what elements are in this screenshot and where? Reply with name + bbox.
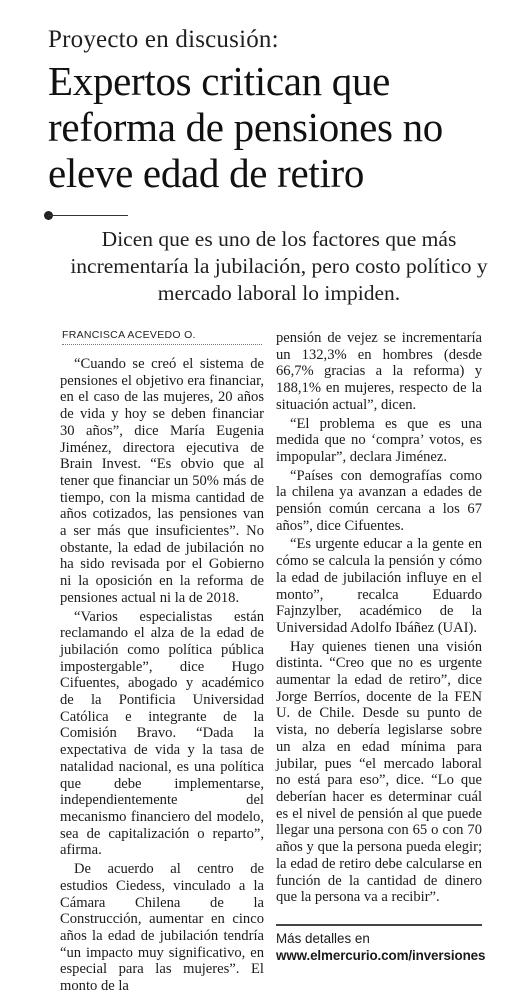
more-details-rule [276, 924, 482, 926]
headline-rule [48, 215, 128, 216]
article-kicker: Proyecto en discusión: [48, 26, 279, 53]
article-deck: Dicen que es uno de los factores que más incrementaría la jubilación, pero costo político y mercado laboral lo impiden. [70, 227, 488, 305]
more-details-label: Más detalles en [276, 931, 370, 946]
body-paragraph: “Es urgente educar a la gente en cómo se calcula la pensión y cómo la edad de jubilación influye en el monto”, recalca Eduardo Fajnzylber, académico de la Universidad Adolfo Ibáñez (UAI). [276, 536, 482, 636]
article-byline: FRANCISCA ACEVEDO O. [62, 329, 196, 341]
body-column-right [276, 330, 482, 908]
byline-rule [62, 344, 262, 345]
body-paragraph: pensión de vejez se incrementaría un 132,3% en hombres (desde 66,7% gracias a la reforma) y 188,1% en mujeres, respecto de la situación actual”, dicen. [276, 330, 482, 413]
body-paragraph: “Varios especialistas están reclamando el alza de la edad de jubilación como política pública impostergable”, dice Hugo Cifuentes, abogado y académico de la Pontificia Universidad Católica e integrante de la Comisión Bravo. “Dada la expectativa de vida y la tasa de natalidad nacional, es una política que debe implementarse, independientemente del mecanismo financiero del modelo, sea de capitalización o reparto”, afirma. [60, 608, 264, 859]
body-paragraph: Hay quienes tienen una visión distinta. “Creo que no es urgente aumentar la edad de retiro”, dice Jorge Berríos, docente de la FEN U. de Chile. Desde su punto de vista, no debería legislarse sobre un alza en edad mínima para jubilar, pues “el mercado laboral no está para eso”, dice. “Lo que deberían hacer es determinar cuál es el nivel de pensión al que puede llegar una persona con 65 o con 70 años y que la persona pueda elegir; la edad de retiro debe calcularse en función de la cantidad de dinero que la persona va a recibir”. [276, 638, 482, 906]
more-details-link[interactable]: www.elmercurio.com/inversiones [276, 948, 486, 963]
body-paragraph: De acuerdo al centro de estudios Ciedess, vinculado a la Cámara Chilena de la Construcción, aumentar en cinco años la edad de jubilación tendría “un impacto muy significativo, en especial para las mujeres”. El monto de la [60, 861, 264, 995]
body-paragraph: “El problema es que es una medida que no ‘compra’ votos, es impopular”, declara Jiménez. [276, 415, 482, 465]
more-details [276, 930, 486, 964]
body-column-left [60, 356, 264, 997]
body-paragraph: “Cuando se creó el sistema de pensiones el objetivo era financiar, en el caso de las mujeres, 20 años de vida y hoy se deben financiar 30 años”, dice María Eugenia Jiménez, directora ejecutiva de Brain Invest. “Es obvio que al tener que financiar un 50% más de tiempo, con la misma cantidad de años cotizados, las pensiones van a ser más que insuficientes”. No obstante, la edad de jubilación no ha sido revisada por el Gobierno ni la oposición en la reforma de pensiones actual ni la de 2018. [60, 356, 264, 606]
body-paragraph: “Países con demografías como la chilena ya avanzan a edades de pensión común cercana a los 67 años”, dice Cifuentes. [276, 467, 482, 534]
article-headline: Expertos critican que reforma de pensiones no eleve edad de retiro [48, 58, 443, 196]
